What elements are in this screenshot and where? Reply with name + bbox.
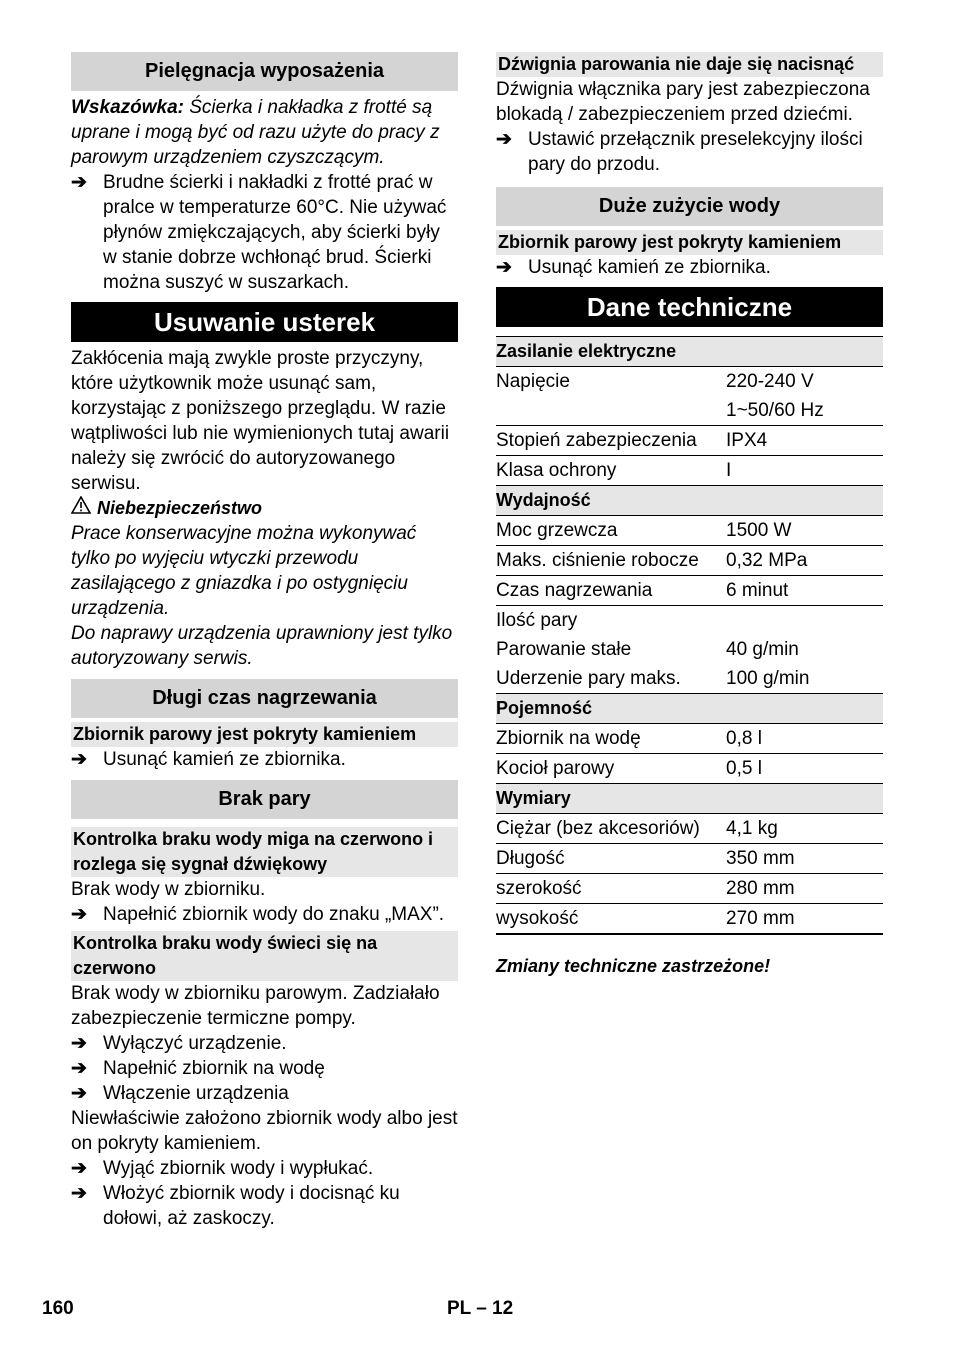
arrow-right-icon: ➔ <box>71 1083 87 1104</box>
blink-bullet <box>71 902 458 927</box>
arrow-right-icon: ➔ <box>496 257 512 278</box>
tech-value: 0,5 l <box>726 754 883 784</box>
note-label: Wskazówka: <box>71 97 184 118</box>
scale-subheading: Zbiornik parowy jest pokryty kamieniem <box>71 722 458 747</box>
tech-row <box>496 724 883 754</box>
tech-value: 0,8 l <box>726 724 883 754</box>
tech-value <box>726 694 883 724</box>
lit-text: Brak wody w zbiorniku parowym. Zadziałało zabezpieczenie termiczne pompy. <box>71 983 440 1029</box>
tech-value: 100 g/min <box>726 667 810 689</box>
tech-row <box>496 516 883 546</box>
tech-value <box>726 337 883 367</box>
tech-row <box>496 814 883 844</box>
tech-section-row <box>496 784 883 814</box>
lit-bullet-text: Napełnić zbiornik na wodę <box>103 1058 325 1079</box>
tech-section-label: Wymiary <box>496 784 726 814</box>
tech-label: Uderzenie pary maks. <box>496 667 681 689</box>
tech-value: I <box>726 456 883 486</box>
blink-bullet-text: Napełnić zbiornik wody do znaku „MAX”. <box>103 904 445 925</box>
tech-label: Klasa ochrony <box>496 456 726 486</box>
tech-value: 350 mm <box>726 844 883 874</box>
arrow-right-icon: ➔ <box>496 129 512 150</box>
no-steam-heading: Brak pary <box>71 780 458 819</box>
danger-text-2: Do naprawy urządzenia uprawniony jest tylko autoryzowany serwis. <box>71 623 453 669</box>
lit-bullet <box>71 1181 458 1231</box>
tech-value <box>726 486 883 516</box>
lit-bullet <box>71 1056 458 1081</box>
tech-value: 1~50/60 Hz <box>726 399 824 421</box>
care-bullet-text: Brudne ścierki i nakładki z frotté prać w pralce w temperaturze 60°C. Nie używać płynów zmiękczających, aby ścierki były w stanie dobrze wchłonąć brud. Ścierki można suszyć w suszarkach. <box>103 172 447 293</box>
arrow-right-icon: ➔ <box>71 749 87 770</box>
tech-label: Maks. ciśnienie robocze <box>496 546 726 576</box>
tech-row <box>496 456 883 486</box>
page-code: PL – 12 <box>447 1298 514 1319</box>
water-bullet-text: Usunąć kamień ze zbiornika. <box>528 257 771 278</box>
lever-bullet <box>496 127 883 177</box>
arrow-right-icon: ➔ <box>71 1183 87 1204</box>
lit-text-2: Niewłaściwie założono zbiornik wody albo jest on pokryty kamieniem. <box>71 1108 458 1154</box>
tech-title: Dane techniczne <box>496 287 883 327</box>
lever-bullet-text: Ustawić przełącznik preselekcyjny ilości pary do przodu. <box>528 129 863 175</box>
tech-section-row <box>496 694 883 724</box>
arrow-right-icon: ➔ <box>71 1158 87 1179</box>
tech-section-label: Pojemność <box>496 694 726 724</box>
lever-subheading: Dźwignia parowania nie daje się nacisnąć <box>496 52 883 77</box>
danger-header <box>71 496 458 521</box>
lit-bullet-text: Włożyć zbiornik wody i docisnąć ku dołowi, aż zaskoczy. <box>103 1183 400 1229</box>
arrow-right-icon: ➔ <box>71 1058 87 1079</box>
tech-label: Ciężar (bez akcesoriów) <box>496 814 726 844</box>
tech-table <box>496 336 883 935</box>
tech-label: Napięcie <box>496 367 726 397</box>
tech-row <box>496 874 883 904</box>
tech-row <box>496 426 883 456</box>
trouble-title: Usuwanie usterek <box>71 302 458 342</box>
danger-text-1: Prace konserwacyjne można wykonywać tylko po wyjęciu wtyczki przewodu zasilającego z gniazdka i po ostygnięciu urządzenia. <box>71 523 417 619</box>
page-number: 160 <box>42 1298 74 1319</box>
warning-triangle-icon <box>71 496 97 521</box>
tech-section-label: Zasilanie elektryczne <box>496 337 726 367</box>
lit-bullet <box>71 1031 458 1056</box>
arrow-right-icon: ➔ <box>71 1033 87 1054</box>
tech-row <box>496 576 883 606</box>
tech-value <box>726 606 883 636</box>
right-column <box>496 52 883 979</box>
tech-value: 40 g/min <box>726 638 799 660</box>
tech-label: Kocioł parowy <box>496 754 726 784</box>
note-paragraph <box>71 95 458 170</box>
lit-bullet-text: Wyłączyć urządzenie. <box>103 1033 287 1054</box>
tech-row <box>496 664 883 694</box>
tech-label: Moc grzewcza <box>496 516 726 546</box>
lever-text: Dźwignia włącznika pary jest zabezpieczona blokadą / zabezpieczeniem przed dziećmi. <box>496 79 870 125</box>
water-bullet <box>496 255 883 280</box>
lit-bullet <box>71 1081 458 1106</box>
arrow-right-icon: ➔ <box>71 904 87 925</box>
tech-section-row <box>496 486 883 516</box>
note-text: Ścierka i nakładka z frotté są uprane i mogą być od razu użyte do pracy z parowym urządzeniem czyszczącym. <box>71 97 440 168</box>
tech-value: 270 mm <box>726 904 883 935</box>
tech-label: Ilość pary <box>496 606 726 636</box>
danger-label: Niebezpieczeństwo <box>97 498 263 518</box>
lit-subheading: Kontrolka braku wody świeci się na czerwono <box>71 931 458 981</box>
tech-label: Czas nagrzewania <box>496 576 726 606</box>
water-heading: Duże zużycie wody <box>496 187 883 226</box>
tech-label: wysokość <box>496 904 726 935</box>
tech-label: Długość <box>496 844 726 874</box>
water-subheading: Zbiornik parowy jest pokryty kamieniem <box>496 230 883 255</box>
tech-section-label: Wydajność <box>496 486 726 516</box>
blink-text: Brak wody w zbiorniku. <box>71 879 266 900</box>
tech-label: Parowanie stałe <box>496 638 632 660</box>
scale-bullet-text: Usunąć kamień ze zbiornika. <box>103 749 346 770</box>
tech-label: Zbiornik na wodę <box>496 724 726 754</box>
arrow-right-icon: ➔ <box>71 172 87 193</box>
tech-row <box>496 396 883 426</box>
tech-value: IPX4 <box>726 426 883 456</box>
tech-note: Zmiany techniczne zastrzeżone! <box>496 956 771 976</box>
tech-row <box>496 904 883 935</box>
tech-row <box>496 367 883 397</box>
lit-bullet-text: Włączenie urządzenia <box>103 1083 289 1104</box>
care-heading: Pielęgnacja wyposażenia <box>71 52 458 91</box>
lit-bullet-text: Wyjąć zbiornik wody i wypłukać. <box>103 1158 374 1179</box>
tech-section-row <box>496 337 883 367</box>
trouble-intro: Zakłócenia mają zwykle proste przyczyny, które użytkownik może usunąć sam, korzystając z poniższego przeglądu. W razie wątpliwości lub nie wymienionych tutaj awarii należy się zwrócić do autoryzowanego serwisu. <box>71 348 450 494</box>
scale-bullet <box>71 747 458 772</box>
tech-row <box>496 546 883 576</box>
blink-subheading: Kontrolka braku wody miga na czerwono i rozlega się sygnał dźwiękowy <box>71 827 458 877</box>
tech-value: 220-240 V <box>726 367 883 397</box>
tech-value: 6 minut <box>726 576 883 606</box>
tech-row <box>496 754 883 784</box>
tech-row <box>496 606 883 636</box>
care-bullet <box>71 170 458 295</box>
lit-bullet <box>71 1156 458 1181</box>
tech-row <box>496 635 883 664</box>
left-column <box>71 52 458 1231</box>
tech-value: 4,1 kg <box>726 814 883 844</box>
tech-label: szerokość <box>496 874 726 904</box>
tech-label: Stopień zabezpieczenia <box>496 426 726 456</box>
tech-value: 280 mm <box>726 874 883 904</box>
tech-value: 1500 W <box>726 516 883 546</box>
tech-value: 0,32 MPa <box>726 546 883 576</box>
long-heat-heading: Długi czas nagrzewania <box>71 679 458 718</box>
tech-row <box>496 844 883 874</box>
tech-label <box>496 396 726 426</box>
tech-value <box>726 784 883 814</box>
